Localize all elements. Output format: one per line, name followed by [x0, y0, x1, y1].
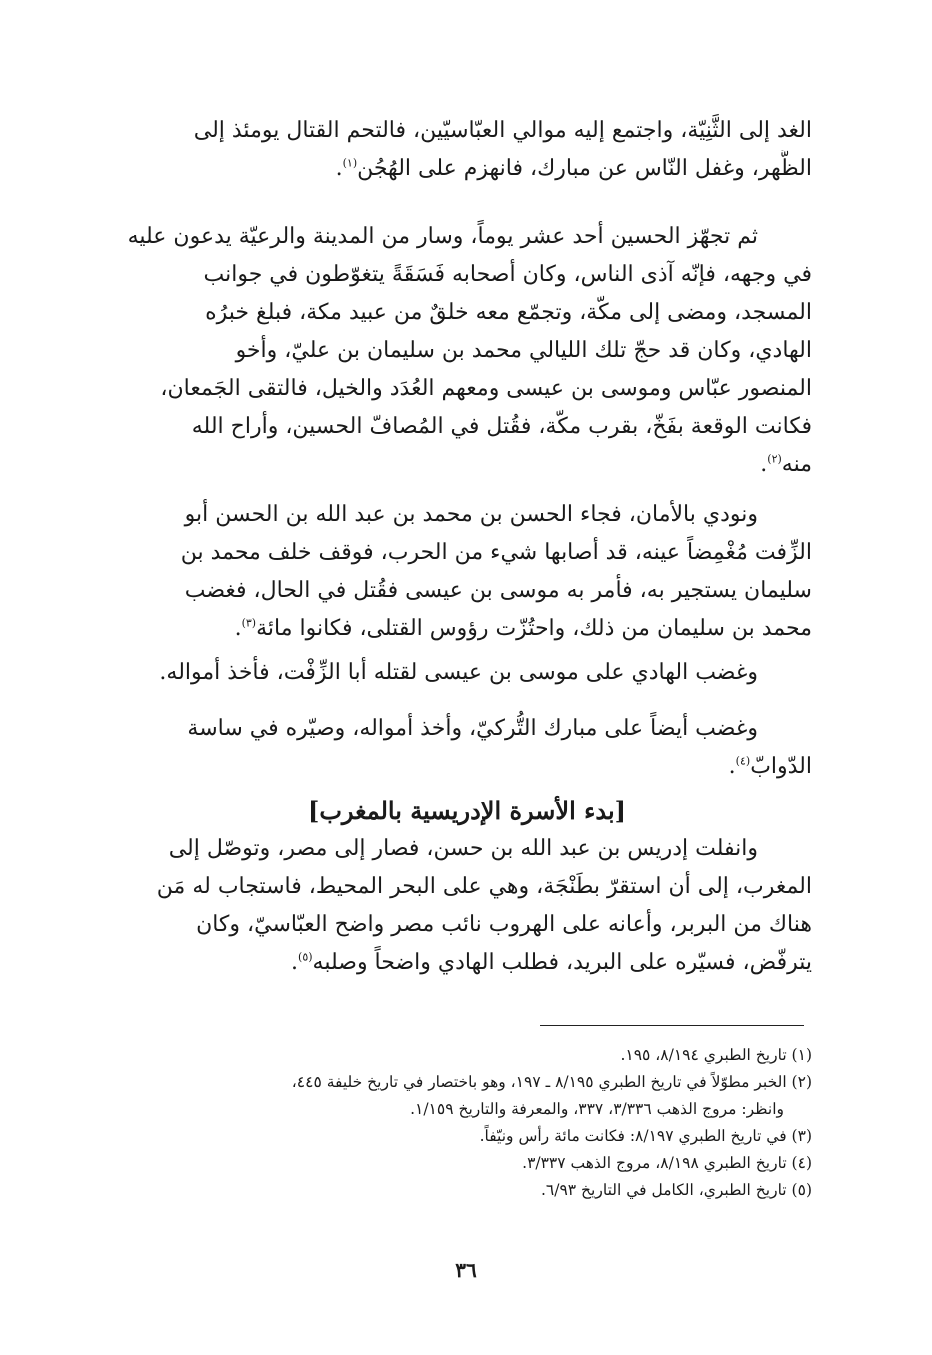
text-line: الظُّهر، وغفل النّاس عن مبارك، فانهزم على الهُجُن$^{(١)}$. [335, 156, 812, 181]
footnote-ref: (٣) [241, 616, 257, 630]
text-run: منه [781, 452, 812, 477]
footnote-item: (٢) الخبر مطوّلاً في تاريخ الطبري ٨/١٩٥ ـ ١٩٧، وهو باختصار في تاريخ خليفة ٤٤٥، [291, 1073, 812, 1091]
footnote-item: (٣) في تاريخ الطبري ٨/١٩٧: فكانت مائة رأس ونيّفاً. [479, 1127, 812, 1145]
footnote-ref: (٢) [767, 452, 782, 466]
text-run: الظُّهر، وغفل النّاس عن مبارك، فانهزم على الهُجُن [357, 156, 812, 181]
text-line: الغد إلى الثَّنِيّة، واجتمع إليه موالي العبّاسيّين، فالتحم القتال يومئذ إلى [193, 118, 812, 143]
text-line: منه$^{(٢)}$. [760, 452, 812, 477]
text-line: المغرب، إلى أن استقرّ بطَنْجَة، وهي على البحر المحيط، فاستجاب له مَن [156, 874, 812, 899]
text-line: يترفّض، فسيّره على البريد، فطلب الهادي واضحاً وصلبه$^{(٥)}$. [291, 950, 812, 975]
footnote-item: (١) تاريخ الطبري ٨/١٩٤، ١٩٥. [620, 1046, 812, 1064]
text-run: الدّوابّ [750, 754, 812, 779]
text-line: الزِّفت مُغْمِضاً عينه، قد أصابها شيء من الحرب، فوقف خلف محمد بن [180, 540, 812, 565]
text-line: الدّوابّ$^{(٤)}$. [728, 754, 812, 779]
footnote-separator [540, 1025, 804, 1026]
paragraph-3 [122, 496, 812, 648]
text-line: الهادي، وكان قد حجّ تلك الليالي محمد بن سليمان بن عليّ، وأخو [235, 338, 812, 363]
text-line: محمد بن سليمان من ذلك، واحتُزّت رؤوس القتلى، فكانوا مائة$^{(٣)}$. [234, 616, 812, 641]
text-line: في وجهه، فإنّه آذى الناس، وكان أصحابه فَسَقَةً يتغوّطون في جوانب [203, 262, 812, 287]
footnote-item: وانظر: مروج الذهب ٣/٣٣٦، ٣٣٧، والمعرفة والتاريخ ١/١٥٩. [410, 1100, 784, 1118]
text-line: سليمان يستجير به، فأمر به موسى بن عيسى فقُتل في الحال، فغضب [184, 578, 812, 603]
paragraph-5 [122, 710, 812, 786]
text-line: فكانت الوقعة بفَخّ، بقرب مكّة، فقُتل في المُصافّ الحسين، وأراح الله [191, 414, 812, 439]
text-line: ونودي بالأمان، فجاء الحسن بن محمد بن عبد الله بن الحسن أبو [184, 502, 758, 527]
paragraph-1 [122, 112, 812, 188]
text-line: وغضب الهادي على موسى بن عيسى لقتله أبا الزِّفْت، فأخذ أمواله. [159, 660, 758, 685]
text-line: هناك من البربر، وأعانه على الهروب نائب مصر واضح العبّاسيّ، وكان [196, 912, 812, 937]
footnotes [110, 1042, 812, 1204]
text-line: المنصور عبّاس وموسى بن عيسى ومعهم العُدَد والخيل، فالتقى الجَمعان، [160, 376, 812, 401]
text-line: وغضب أيضاً على مبارك التُّركيّ، وأخذ أمواله، وصيّره في ساسة [187, 716, 758, 741]
page-number: ٣٦ [455, 1258, 477, 1282]
paragraph-2 [122, 218, 812, 484]
section-heading: [بدء الأسرة الإدريسية بالمغرب] [307, 796, 627, 825]
text-run: محمد بن سليمان من ذلك، واحتُزّت رؤوس القتلى، فكانوا مائة [256, 616, 812, 641]
text-line: المسجد، ومضى إلى مكّة، وتجمّع معه خلقٌ من عبيد مكة، فبلغ خبرُه [205, 300, 812, 325]
footnote-item: (٥) تاريخ الطبري، الكامل في التاريخ ٦/٩٣. [540, 1181, 812, 1199]
footnote-ref: (٥) [298, 950, 313, 964]
footnote-item: (٤) تاريخ الطبري ٨/١٩٨، مروج الذهب ٣/٣٣٧. [522, 1154, 812, 1172]
text-line: ثم تجهّز الحسين أحد عشر يوماً، وسار من المدينة والرعيّة يدعون عليه [127, 224, 758, 249]
paragraph-idrisi [122, 830, 812, 982]
text-line: وانفلت إدريس بن عبد الله بن حسن، فصار إلى مصر، وتوصّل إلى [168, 836, 758, 861]
footnote-ref: (١) [342, 156, 358, 170]
paragraph-4 [122, 654, 812, 692]
footnote-ref: (٤) [735, 754, 751, 768]
text-run: يترفّض، فسيّره على البريد، فطلب الهادي واضحاً وصلبه [312, 950, 812, 975]
